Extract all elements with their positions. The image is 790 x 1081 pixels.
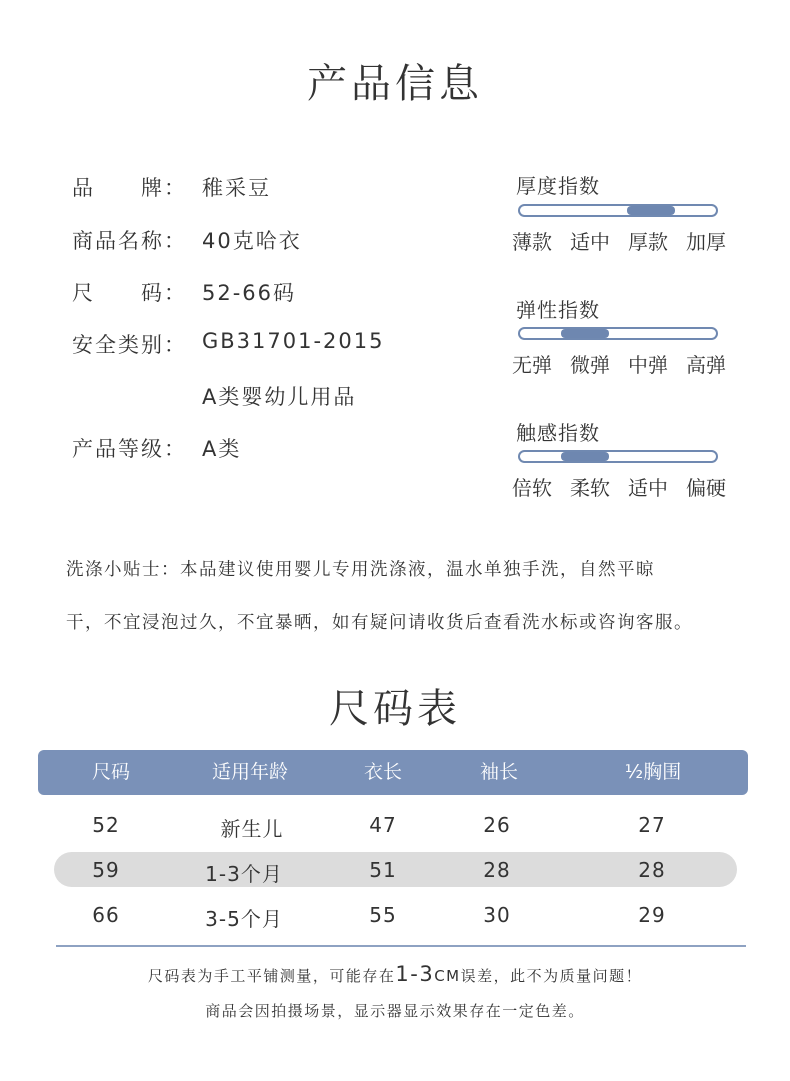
table-row-2-size: 59 [92, 858, 120, 882]
size-table-header [38, 750, 748, 795]
care-tips-line-1: 洗涤小贴士：本品建议使用婴儿专用洗涤液，温水单独手洗，自然平晾 [66, 560, 655, 580]
table-row-3-sleeve: 30 [483, 903, 511, 927]
touch-label-3: 适中 [628, 476, 668, 500]
header-age: 适用年龄 [211, 761, 288, 783]
table-row-1-size: 52 [92, 813, 120, 837]
brand-label: 品 牌： [72, 176, 187, 200]
size-chart-title: 尺码表 [329, 686, 461, 732]
header-length: 衣长 [363, 761, 402, 783]
table-row-3-age: 3-5个月 [205, 907, 283, 931]
elasticity-label-4: 高弹 [686, 353, 726, 377]
elasticity-index-bar [518, 327, 718, 340]
measurement-note-prefix: 尺码表为手工平铺测量，可能存在 [147, 967, 396, 985]
touch-index-labels [512, 472, 726, 501]
measurement-note-range: 1-3 [395, 962, 435, 986]
elasticity-label-2: 微弹 [570, 353, 610, 377]
product-name-label: 商品名称： [72, 229, 187, 253]
thickness-index-title: 厚度指数 [516, 174, 600, 198]
thickness-label-4: 加厚 [686, 230, 726, 254]
table-row-1-sleeve: 26 [483, 813, 511, 837]
product-info-title: 产品信息 [307, 61, 483, 107]
header-size: 尺码 [91, 761, 130, 783]
thickness-index-bar [518, 204, 718, 217]
table-row-3-chest: 29 [638, 903, 666, 927]
safety-category-value-line2: A类婴幼儿用品 [202, 385, 357, 409]
product-grade-label: 产品等级： [72, 437, 187, 461]
product-name-value: 40克哈衣 [202, 229, 302, 253]
safety-category-value: GB31701-2015 [202, 329, 385, 353]
elasticity-index-fill [561, 329, 609, 338]
thickness-label-3: 厚款 [628, 230, 668, 254]
safety-category-label: 安全类别： [72, 333, 187, 357]
brand-value: 稚采豆 [202, 176, 271, 200]
care-tips-line-2: 干，不宜浸泡过久，不宜暴晒，如有疑问请收货后查看洗水标或咨询客服。 [66, 613, 693, 633]
product-grade-value: A类 [202, 437, 242, 461]
table-row-2-chest: 28 [638, 858, 666, 882]
table-row-2-sleeve: 28 [483, 858, 511, 882]
elasticity-label-3: 中弹 [628, 353, 668, 377]
thickness-label-2: 适中 [570, 230, 610, 254]
table-row-1-length: 47 [369, 813, 397, 837]
size-value: 52-66码 [202, 281, 297, 305]
color-difference-note: 商品会因拍摄场景，显示器显示效果存在一定色差。 [205, 1002, 585, 1020]
touch-label-1: 倍软 [512, 476, 552, 500]
table-row-2-age: 1-3个月 [205, 862, 283, 886]
table-row-3-length: 55 [369, 903, 397, 927]
touch-label-4: 偏硬 [686, 476, 726, 500]
table-row-3-size: 66 [92, 903, 120, 927]
elasticity-index-title: 弹性指数 [516, 298, 600, 322]
header-chest: ½胸围 [624, 761, 682, 783]
table-row-1-age: 新生儿 [220, 817, 284, 841]
thickness-index-labels [512, 226, 726, 255]
measurement-note-suffix: CM误差，此不为质量问题！ [434, 967, 643, 985]
thickness-label-1: 薄款 [512, 230, 552, 254]
elasticity-index-labels [512, 349, 726, 378]
table-row-1-chest: 27 [638, 813, 666, 837]
touch-index-fill [561, 452, 609, 461]
header-sleeve: 袖长 [479, 761, 518, 783]
thickness-index-fill [627, 206, 675, 215]
touch-index-title: 触感指数 [516, 421, 600, 445]
measurement-note [0, 962, 790, 986]
touch-index-bar [518, 450, 718, 463]
size-label: 尺 码： [72, 281, 187, 305]
elasticity-label-1: 无弹 [512, 353, 552, 377]
touch-label-2: 柔软 [570, 476, 610, 500]
table-bottom-divider [56, 945, 746, 947]
table-row-2-length: 51 [369, 858, 397, 882]
